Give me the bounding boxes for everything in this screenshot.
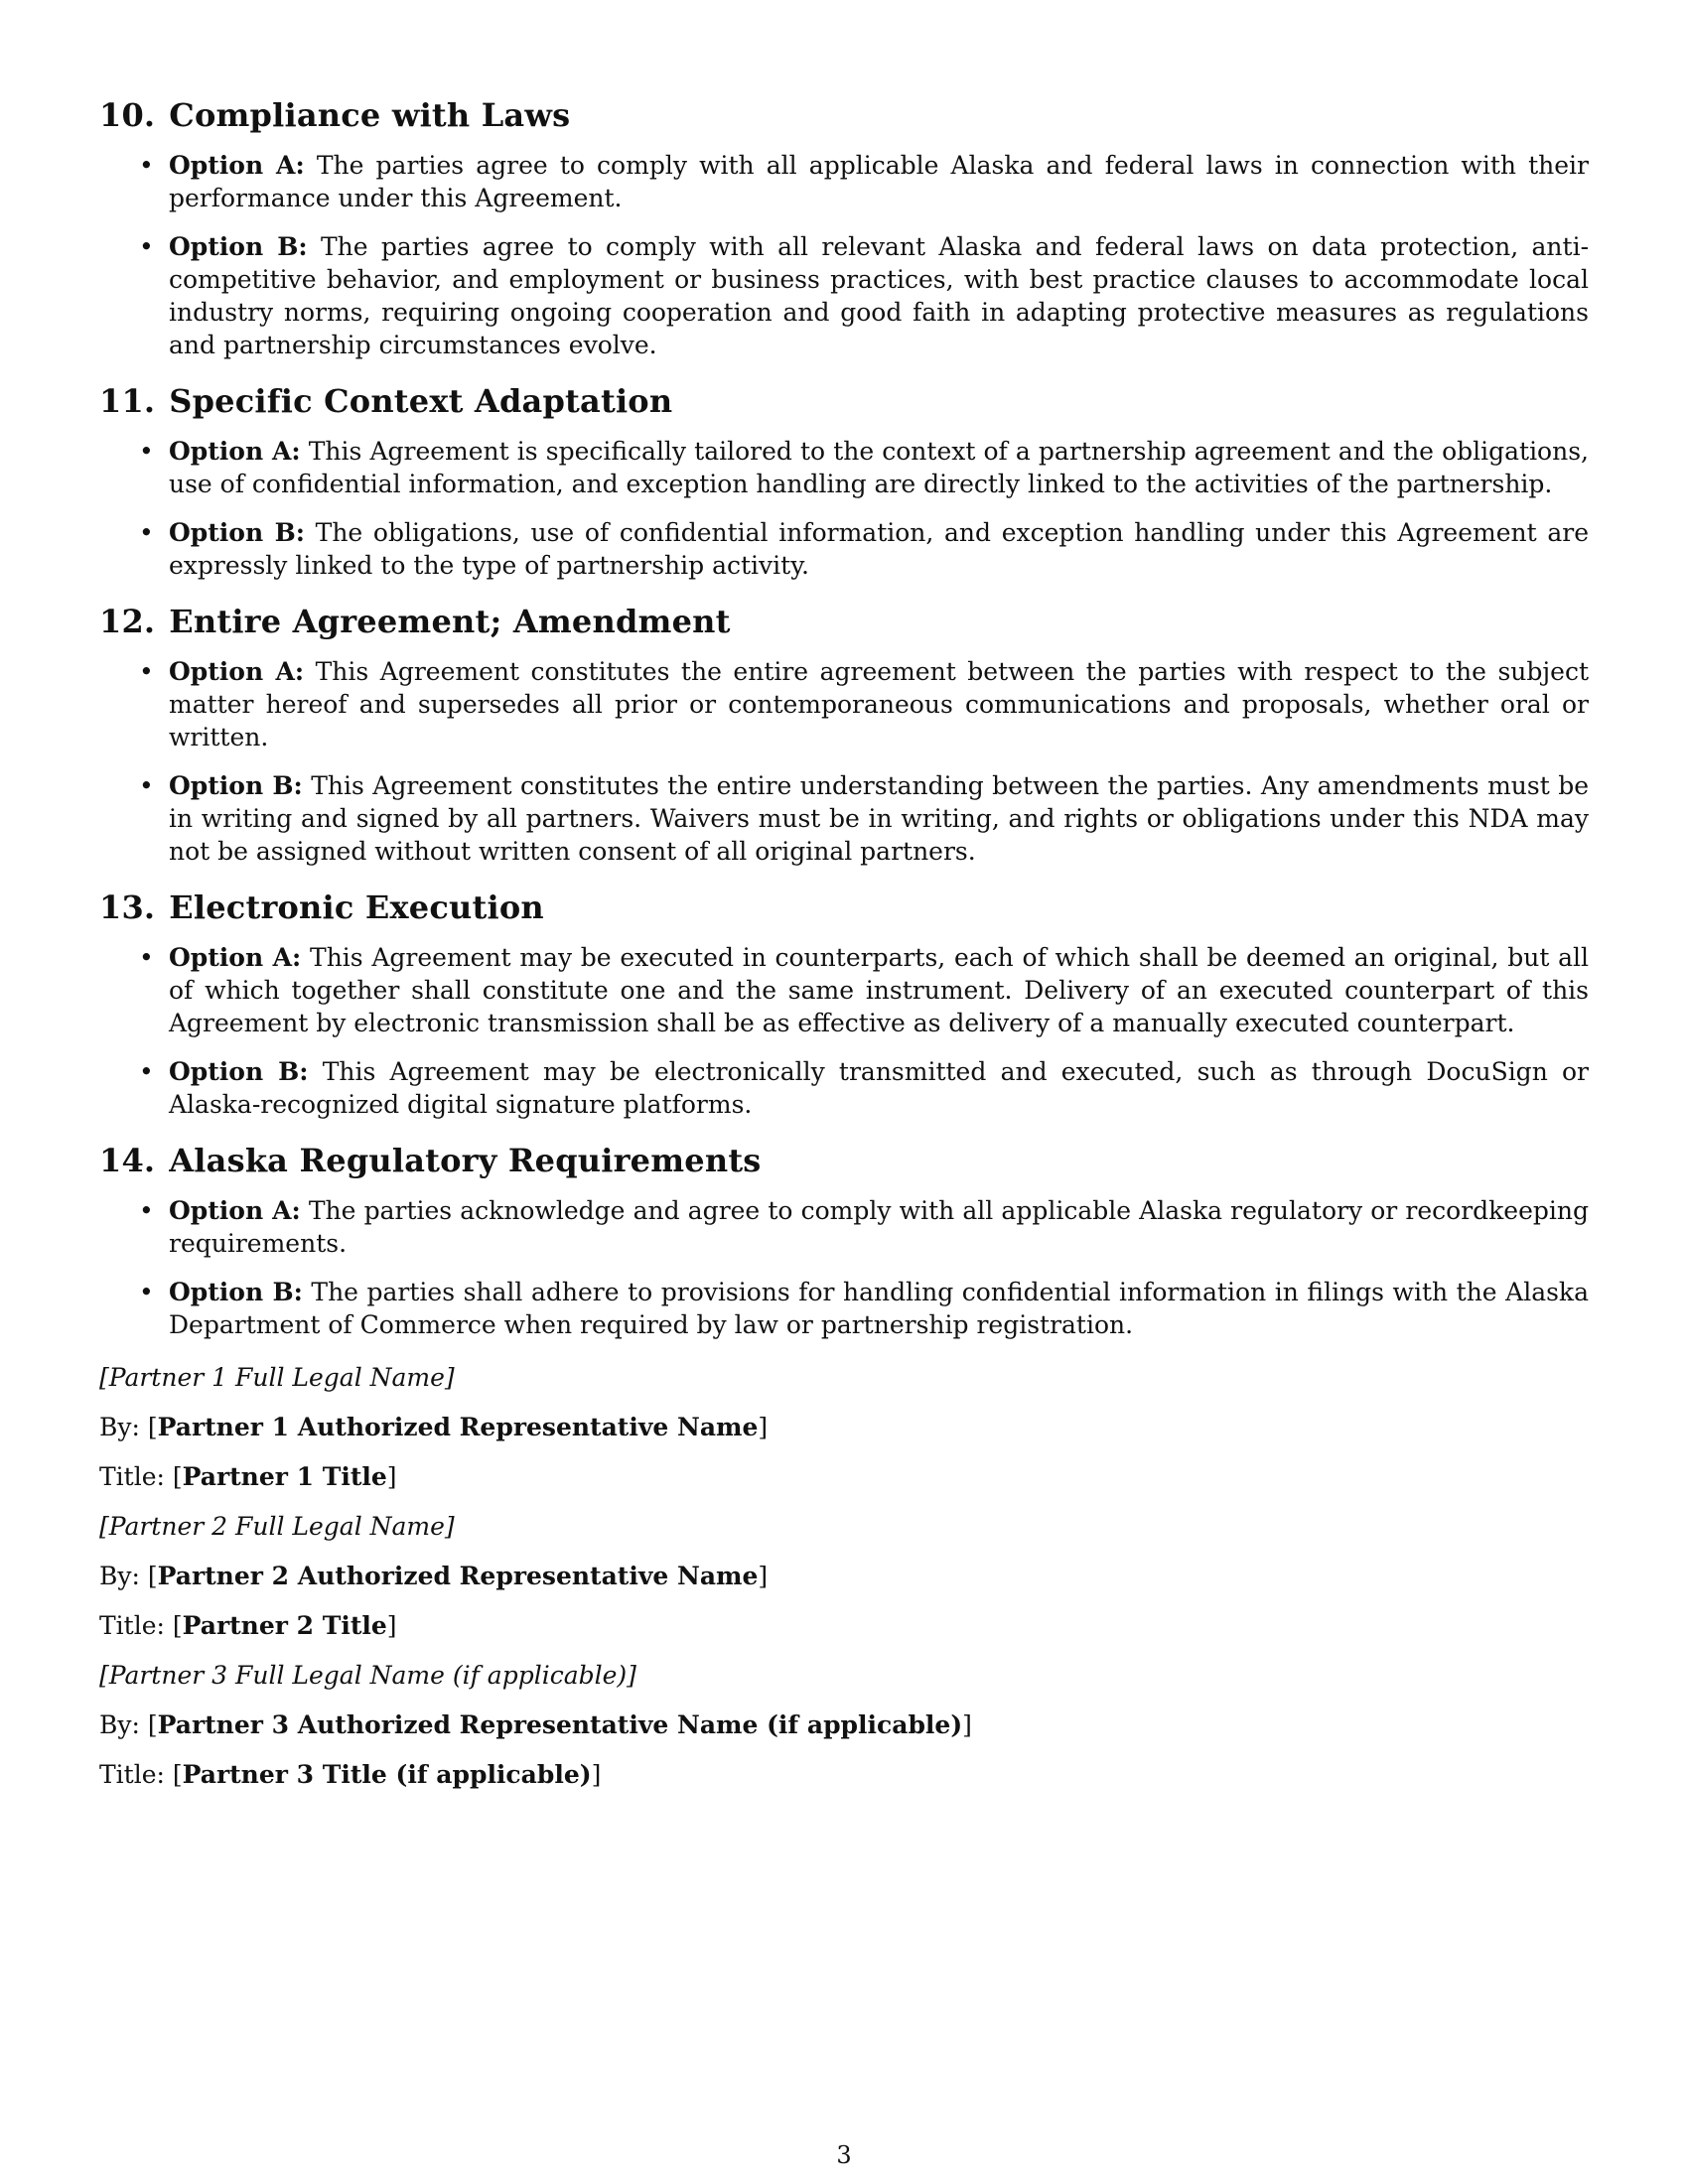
section-number: 13.: [99, 888, 156, 926]
bullet-icon: •: [139, 437, 154, 466]
option-text: This Agreement is specifically tailored to the context of a partnership agreement and the obligations, use of confidential information, and exception handling are directly linked to the activities of the partnership.: [169, 437, 1589, 498]
list-item: [99, 230, 1589, 361]
option-label: Option B:: [169, 518, 305, 547]
section-heading: [99, 381, 1589, 421]
list-item: [99, 149, 1589, 214]
section-specific-context-adaptation: [99, 381, 1589, 582]
option-list: [99, 149, 1589, 361]
title-label: Title:: [99, 1462, 165, 1491]
partner-1-title: Partner 1 Title: [182, 1462, 387, 1491]
option-list: [99, 1194, 1589, 1341]
section-number: 10.: [99, 96, 156, 134]
partner-3-by-line: By: [Partner 3 Authorized Representative Name (if applicable)]: [99, 1710, 972, 1739]
title-label: Title:: [99, 1611, 165, 1640]
section-heading: [99, 602, 1589, 641]
section-number: 11.: [99, 382, 156, 420]
by-label: By:: [99, 1562, 140, 1590]
option-list: [99, 435, 1589, 582]
option-text: This Agreement constitutes the entire agreement between the parties with respect to the subject matter hereof and supersedes all prior or contemporaneous communications and proposals, whether oral or written.: [169, 657, 1589, 751]
option-text: The parties agree to comply with all applicable Alaska and federal laws in connection with their performance under this Agreement.: [169, 151, 1590, 212]
bullet-icon: •: [139, 1196, 154, 1225]
bullet-icon: •: [139, 1057, 154, 1086]
section-heading: [99, 887, 1589, 927]
section-number: 12.: [99, 603, 156, 640]
bullet-icon: •: [139, 943, 154, 972]
option-text: The obligations, use of confidential information, and exception handling under this Agreement are expressly linked to the type of partnership activity.: [169, 518, 1589, 580]
partner-3-representative: Partner 3 Authorized Representative Name (if applicable): [157, 1710, 963, 1739]
by-label: By:: [99, 1413, 140, 1441]
section-title: Alaska Regulatory Requirements: [169, 1142, 762, 1179]
partner-1-by-line: By: [Partner 1 Authorized Representative Name]: [99, 1413, 769, 1441]
page-number: 3: [836, 2141, 852, 2169]
option-list: [99, 941, 1589, 1121]
bullet-icon: •: [139, 1278, 154, 1306]
section-entire-agreement: [99, 602, 1589, 868]
bullet-icon: •: [139, 657, 154, 686]
option-label: Option A:: [169, 657, 305, 686]
option-label: Option B:: [169, 1057, 309, 1086]
list-item: [99, 516, 1589, 582]
section-title: Compliance with Laws: [169, 96, 571, 134]
option-label: Option A:: [169, 437, 301, 466]
list-item: [99, 1276, 1589, 1341]
signature-block: [99, 1361, 1589, 1791]
option-text: This Agreement constitutes the entire understanding between the parties. Any amendments must be in writing and signed by all partners. Waivers must be in writing, and rights or obligations under this NDA may not be assigned without written consent of all original partners.: [169, 771, 1590, 866]
option-label: Option A:: [169, 943, 302, 972]
section-heading: [99, 95, 1589, 135]
partner-3-title-line: Title: [Partner 3 Title (if applicable)]: [99, 1760, 602, 1789]
list-item: [99, 435, 1589, 500]
by-label: By:: [99, 1710, 140, 1739]
partner-1-title-line: Title: [Partner 1 Title]: [99, 1462, 397, 1491]
option-label: Option B:: [169, 232, 308, 261]
option-text: The parties shall adhere to provisions for handling confidential information in filings with the Alaska Department of Commerce when required by law or partnership registration.: [169, 1278, 1589, 1339]
section-title: Electronic Execution: [169, 888, 544, 926]
option-text: This Agreement may be executed in counterparts, each of which shall be deemed an original, but all of which together shall constitute one and the same instrument. Delivery of an executed counterpart of this Agreement by electronic transmission shall be as effective as delivery of a manually executed counterpart.: [169, 943, 1590, 1037]
partner-2-name: [Partner 2 Full Legal Name]: [99, 1512, 455, 1541]
partner-2-title: Partner 2 Title: [182, 1611, 387, 1640]
section-title: Entire Agreement; Amendment: [169, 603, 731, 640]
section-compliance-with-laws: [99, 95, 1589, 361]
option-label: Option A:: [169, 151, 305, 180]
partner-2-representative: Partner 2 Authorized Representative Name: [157, 1562, 759, 1590]
bullet-icon: •: [139, 151, 154, 180]
option-text: The parties acknowledge and agree to comply with all applicable Alaska regulatory or recordkeeping requirements.: [169, 1196, 1589, 1258]
bullet-icon: •: [139, 518, 154, 547]
list-item: [99, 1194, 1589, 1260]
list-item: [99, 941, 1589, 1039]
list-item: [99, 769, 1589, 868]
section-heading: [99, 1141, 1589, 1180]
document-page: [99, 95, 1589, 1808]
bullet-icon: •: [139, 771, 154, 800]
partner-2-title-line: Title: [Partner 2 Title]: [99, 1611, 397, 1640]
partner-3-name: [Partner 3 Full Legal Name (if applicable)]: [99, 1661, 636, 1690]
section-electronic-execution: [99, 887, 1589, 1121]
partner-1-name: [Partner 1 Full Legal Name]: [99, 1363, 455, 1392]
partner-2-by-line: By: [Partner 2 Authorized Representative Name]: [99, 1562, 769, 1590]
option-text: The parties agree to comply with all relevant Alaska and federal laws on data protection, anti-competitive behavior, and employment or business practices, with best practice clauses to accommodate local industry norms, requiring ongoing cooperation and good faith in adapting protective measures as regulations and partnership circumstances evolve.: [169, 232, 1590, 359]
section-title: Specific Context Adaptation: [169, 382, 673, 420]
option-text: This Agreement may be electronically transmitted and executed, such as through DocuSign or Alaska-recognized digital signature platforms.: [169, 1057, 1590, 1119]
option-label: Option B:: [169, 1278, 303, 1306]
partner-3-title: Partner 3 Title (if applicable): [182, 1760, 592, 1789]
partner-1-representative: Partner 1 Authorized Representative Name: [157, 1413, 759, 1441]
list-item: [99, 1055, 1589, 1121]
option-list: [99, 655, 1589, 868]
bullet-icon: •: [139, 232, 154, 261]
title-label: Title:: [99, 1760, 165, 1789]
option-label: Option B:: [169, 771, 303, 800]
option-label: Option A:: [169, 1196, 301, 1225]
list-item: [99, 655, 1589, 753]
section-number: 14.: [99, 1142, 156, 1179]
section-alaska-regulatory: [99, 1141, 1589, 1341]
